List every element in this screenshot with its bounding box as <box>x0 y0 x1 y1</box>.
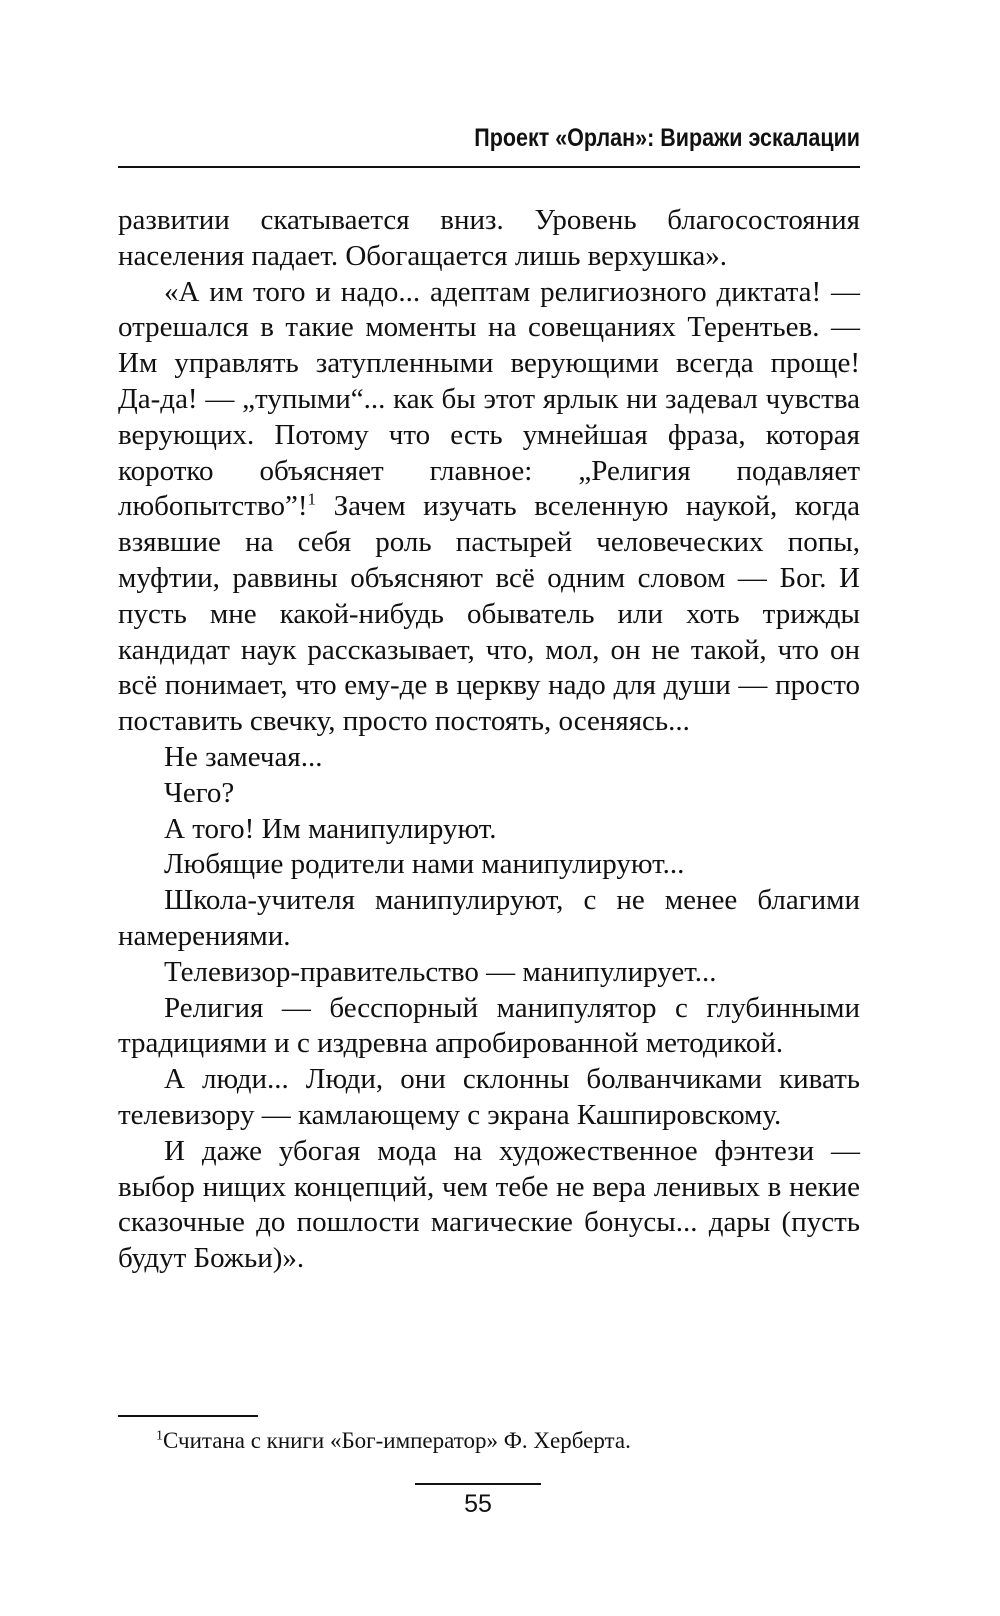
running-header: Проект «Орлан»: Виражи эскалации <box>474 124 860 152</box>
paragraph: И даже убогая мода на художественное фэнтези — выбор нищих концепций, чем тебе не вера ленивых в некие сказочные до пошлости магические бонусы... дары (пусть будут Божьи)». <box>118 1134 860 1275</box>
footnote-marker: 1 <box>156 1428 163 1444</box>
paragraph-terentyev-quote <box>118 275 860 740</box>
paragraph: Школа-учителя манипулируют, с не менее благими намерениями. <box>118 884 860 952</box>
paragraph: А люди... Люди, они склонны болванчиками кивать телевизору — камлающему с экрана Кашпировскому. <box>118 1063 860 1131</box>
footnote-text: Считана с книги «Бог-император» Ф. Херберта. <box>163 1428 631 1453</box>
body-text <box>118 203 860 1277</box>
footnote <box>156 1426 631 1456</box>
header-rule <box>118 166 860 168</box>
paragraph-continuation: развитии скатывается вниз. Уровень благосостояния населения падает. Обогащается лишь верхушка». <box>118 204 860 272</box>
footnote-reference[interactable]: 1 <box>307 489 316 509</box>
paragraph-text: Зачем изучать вселенную наукой, когда взявшие на себя роль пастырей человеческих попы, муфтии, раввины объясняют всё одним словом — Бог. И пусть мне какой-нибудь обыватель или хоть трижды кандидат наук рассказывает, что, мол, он не такой, что он всё понимает, что ему-де в церкву надо для души — просто поставить свечку, просто постоять, осеняясь... <box>118 490 860 738</box>
paragraph: Религия — бесспорный манипулятор с глубинными традициями и с издревна апробированной методикой. <box>118 991 860 1060</box>
footnote-rule <box>118 1415 258 1417</box>
page-number: 55 <box>464 1490 492 1518</box>
paragraph: Телевизор-правительство — манипулирует... <box>164 955 717 988</box>
paragraph: А того! Им манипулируют. <box>164 812 497 845</box>
folio-rule <box>415 1483 541 1485</box>
paragraph-text: «А им того и надо... адептам религиозного диктата! — отрешался в такие моменты на совещаниях Терентьев. — Им управлять затупленными верующими всегда проще! Да-да! — „тупыми“... как бы этот ярлык ни задевал чувства верующих. Потому что есть умнейшая фраза, которая коротко объясняет главное: „Религия подавляет любопытство”! <box>118 275 860 523</box>
paragraph: Чего? <box>164 776 235 809</box>
paragraph: Не замечая... <box>164 740 323 773</box>
paragraph: Любящие родители нами манипулируют... <box>164 848 685 881</box>
